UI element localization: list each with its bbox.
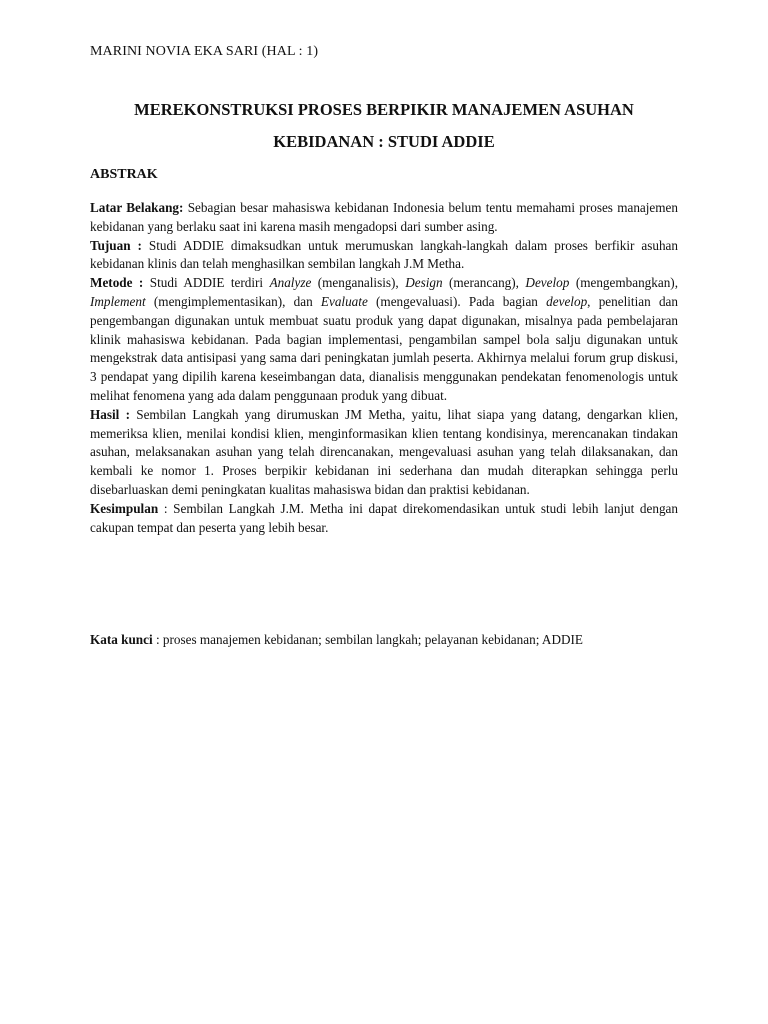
metode-text-1: Studi ADDIE terdiri: [143, 275, 270, 291]
title-line-2: KEBIDANAN : STUDI ADDIE: [273, 132, 495, 151]
keywords-line: [90, 631, 678, 650]
metode-term-develop: Develop: [525, 275, 570, 291]
page-header: MARINI NOVIA EKA SARI (HAL : 1): [90, 44, 319, 59]
metode-text-7: , penelitian dan pengembangan digunakan untuk membuat suatu produk yang dapat digunakan, misalnya pada pembelajaran klinik mahasiswa kebidanan. Pada bagian implementasi, pengambilan sampel bola salju digunakan untuk mengekstrak data antisipasi yang sama dari peningkatan jumlah peserta. Akhirnya melalui forum grup diskusi, 3 pendapat yang dipilih karena keseimbangan data, dianalisis menggunakan pendekatan fenomenologis untuk melihat fenomena yang ada dalam penggunaan produk yang dibuat.: [90, 293, 678, 403]
kesimpulan-label: Kesimpulan: [90, 500, 159, 516]
abstract-heading: ABSTRAK: [90, 167, 158, 182]
metode-text-5: (mengimplementasikan), dan: [145, 293, 321, 309]
keywords-text: : proses manajemen kebidanan; sembilan langkah; pelayanan kebidanan; ADDIE: [152, 632, 583, 647]
hasil-paragraph: [90, 406, 678, 500]
latar-belakang-paragraph: [90, 199, 678, 237]
kesimpulan-paragraph: [90, 500, 678, 538]
metode-term-implement: Implement: [90, 293, 146, 309]
latar-belakang-text: Sebagian besar mahasiswa kebidanan Indonesia belum tentu memahami proses manajemen kebidanan yang berlaku saat ini karena masih mengadopsi dari sumber asing.: [90, 200, 678, 234]
abstract-body: [90, 199, 678, 537]
latar-belakang-label: Latar Belakang:: [90, 200, 184, 215]
metode-term-design: Design: [405, 275, 443, 291]
paper-title: [90, 94, 678, 158]
metode-text-6: (mengevaluasi). Pada bagian: [367, 293, 547, 309]
metode-term-evaluate: Evaluate: [320, 293, 368, 309]
metode-paragraph: [90, 274, 678, 406]
tujuan-paragraph: [90, 237, 678, 275]
tujuan-label: Tujuan :: [90, 237, 142, 253]
metode-text-3: (merancang),: [442, 275, 526, 291]
title-line-1: MEREKONSTRUKSI PROSES BERPIKIR MANAJEMEN ASUHAN: [134, 100, 634, 119]
metode-text-4: (mengembangkan),: [569, 275, 678, 291]
metode-text-2: (menganalisis),: [311, 275, 406, 291]
tujuan-text: Studi ADDIE dimaksudkan untuk merumuskan langkah-langkah dalam proses berfikir asuhan kebidanan klinis dan telah menghasilkan sembilan langkah J.M Metha.: [90, 237, 678, 272]
hasil-label: Hasil :: [90, 406, 130, 422]
metode-term-analyze: Analyze: [269, 275, 312, 291]
hasil-text: Sembilan Langkah yang dirumuskan JM Metha, yaitu, lihat siapa yang datang, dengarkan klien, memeriksa klien, menilai kondisi klien, menginformasikan klien tentang kondisinya, merencanakan tindakan asuhan, melaksanakan asuhan yang telah direncanakan, mengevaluasi asuhan yang telah dilaksanakan, dan kembali ke nomor 1. Proses berpikir kebidanan ini sederhana dan mudah diterapkan sehingga perlu disebarluaskan demi peningkatan kualitas mahasiswa bidan dan praktisi kebidanan.: [90, 406, 678, 497]
metode-label: Metode :: [90, 275, 144, 291]
keywords-label: Kata kunci: [90, 632, 153, 647]
metode-term-develop-lower: develop: [546, 293, 588, 309]
kesimpulan-text: : Sembilan Langkah J.M. Metha ini dapat direkomendasikan untuk studi lebih lanjut dengan cakupan tempat dan peserta yang lebih besar.: [90, 500, 678, 535]
